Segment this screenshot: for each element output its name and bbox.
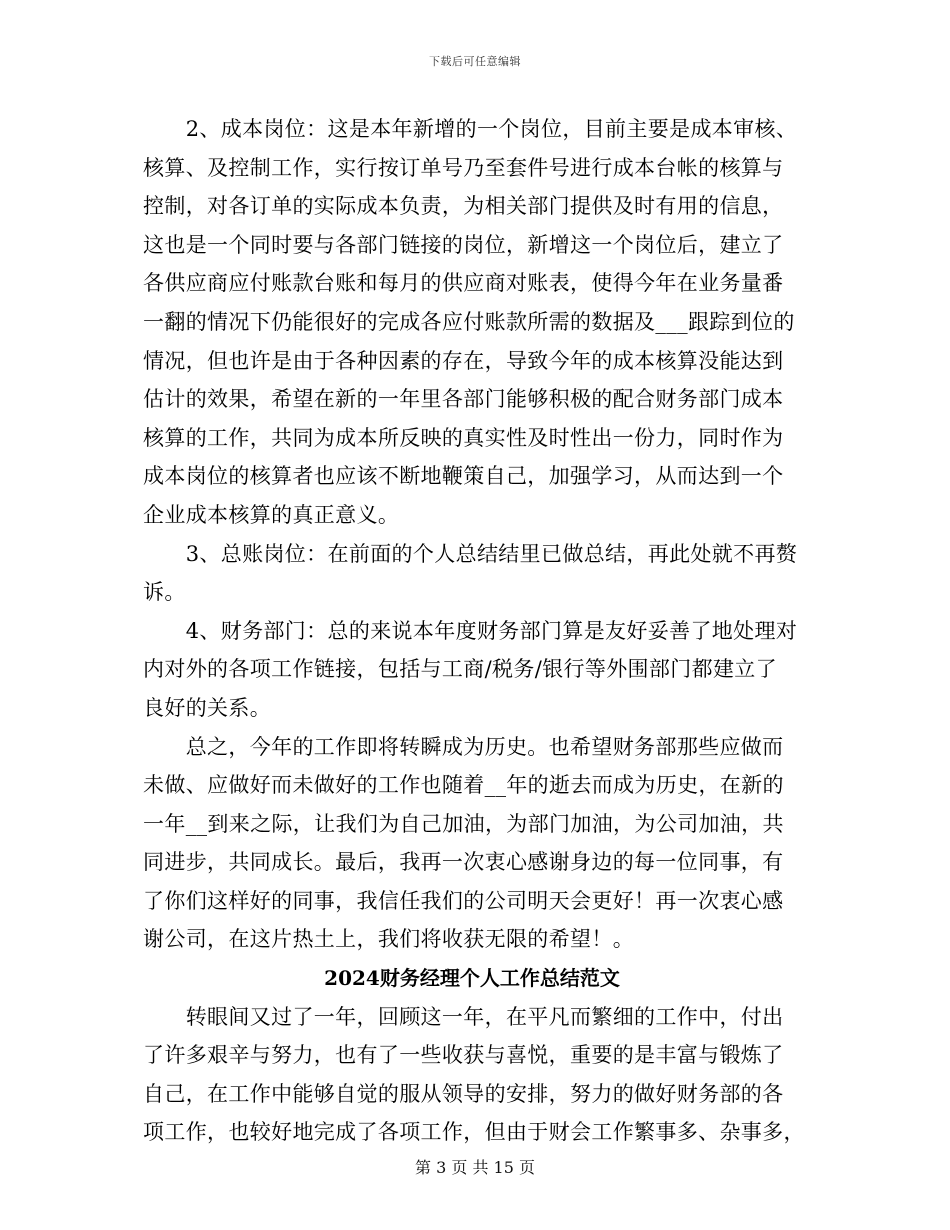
document-body [143, 110, 805, 1152]
text-line: 一翻的情况下仍能很好的完成各应付账款所需的数据及___跟踪到位的 [143, 309, 795, 334]
page-header: 下载后可任意编辑 [429, 55, 521, 68]
text-line: 情况，但也许是由于各种因素的存在，导致今年的成本核算没能达到 [143, 348, 784, 373]
text-line: 企业成本核算的真正意义。 [143, 502, 400, 527]
section-title: 2024财务经理个人工作总结范文 [324, 966, 620, 991]
text-line: 各供应商应付账款台账和每月的供应商对账表，使得今年在业务量番 [143, 271, 784, 296]
page-number: 第 3 页 共 15 页 [415, 1158, 535, 1177]
text-line: 未做、应做好而未做好的工作也随着__年的逝去而成为历史，在新的 [143, 773, 784, 798]
text-line: 一年__到来之际，让我们为自己加油，为部门加油，为公司加油，共 [143, 811, 784, 836]
text-line: 了你们这样好的同事，我信任我们的公司明天会更好！再一次衷心感 [143, 888, 784, 913]
text-line: 这也是一个同时要与各部门链接的岗位，新增这一个岗位后，建立了 [143, 232, 784, 257]
text-line: 良好的关系。 [143, 695, 272, 720]
text-line: 同进步，共同成长。最后，我再一次衷心感谢身边的每一位同事，有 [143, 850, 784, 875]
text-line: 4、财务部门：总的来说本年度财务部门算是友好妥善了地处理对 [143, 618, 798, 643]
text-line: 内对外的各项工作链接，包括与工商/税务/银行等外围部门都建立了 [143, 657, 777, 682]
text-line: 2、成本岗位：这是本年新增的一个岗位，目前主要是成本审核、 [143, 117, 798, 141]
text-line: 自己，在工作中能够自觉的服从领导的安排，努力的做好财务部的各 [143, 1081, 784, 1106]
text-line: 转眼间又过了一年，回顾这一年，在平凡而繁细的工作中，付出 [143, 1004, 784, 1029]
text-line: 了许多艰辛与努力，也有了一些收获与喜悦，重要的是丰富与锻炼了 [143, 1043, 784, 1068]
text-line: 核算、及控制工作，实行按订单号乃至套件号进行成本台帐的核算与 [143, 155, 784, 180]
text-line: 3、总账岗位：在前面的个人总结结里已做总结，再此处就不再赘 [143, 541, 798, 566]
text-line: 谢公司，在这片热土上，我们将收获无限的希望！。 [143, 927, 635, 952]
text-line: 诉。 [143, 580, 186, 605]
text-line: 核算的工作，共同为成本所反映的真实性及时性出一份力，同时作为 [143, 425, 784, 450]
text-line: 估计的效果，希望在新的一年里各部门能够积极的配合财务部门成本 [143, 387, 784, 412]
text-line: 项工作，也较好地完成了各项工作，但由于财会工作繁事多、杂事多， [143, 1120, 805, 1145]
text-line: 控制，对各订单的实际成本负责，为相关部门提供及时有用的信息， [143, 194, 784, 219]
text-line: 成本岗位的核算者也应该不断地鞭策自己，加强学习，从而达到一个 [143, 464, 784, 489]
text-line: 总之，今年的工作即将转瞬成为历史。也希望财务部那些应做而 [143, 734, 784, 759]
